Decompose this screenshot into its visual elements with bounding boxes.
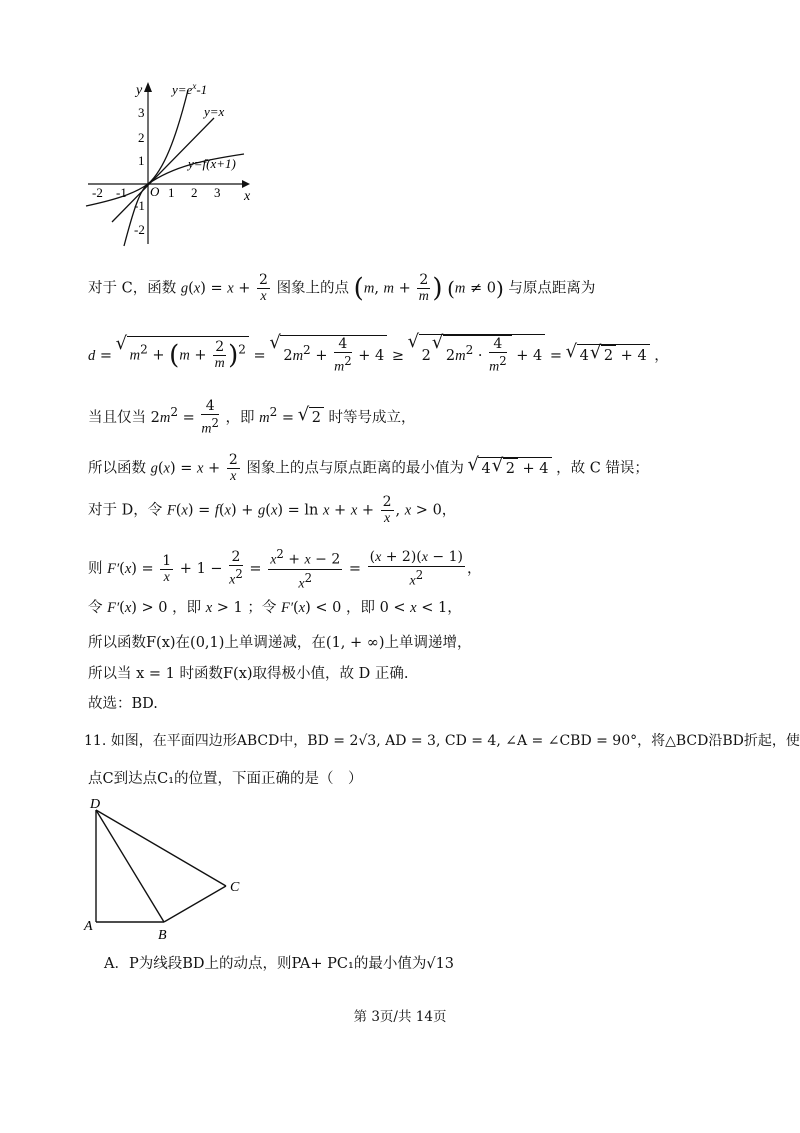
sign-analysis-line: 令 F′(x) > 0 ，即 x > 1 ；令 F′(x) < 0 ，即 0 < x < 1， bbox=[88, 600, 462, 616]
extreme-value-line: 所以当 x = 1 时函数F(x)取得极小值，故 D 正确. bbox=[88, 666, 409, 682]
answer-line: 故选：BD. bbox=[88, 696, 158, 712]
vertex-label-a: A bbox=[84, 919, 93, 934]
c-intro-line: 对于 C，函数 g(x) = x + $\frac{2}{x}$ 图象上的点 (m, m + $\frac{2}{m}$ ) (m ≠ 0) 与原点距离为 bbox=[88, 272, 596, 304]
y-tick-label: 1 bbox=[138, 153, 145, 168]
min-distance-line: 所以函数 g(x) = x + $\frac{2}{x}$ 图象上的点与原点距离的最小值为 √ 4√ 2 + 4 ，故 C 错误； bbox=[88, 452, 649, 485]
derivative-line: 则 F′(x) = $\frac{1}{x}$ + 1 − $\frac{2}{x^2}$ = $\frac{x^2 + x - 2}{x^2}$ = $\frac{(x + 2)(x - 1)}{x^2}$ ， bbox=[88, 547, 482, 592]
x-tick-label: -1 bbox=[116, 185, 127, 200]
page-footer: 第 3页/共 14页 bbox=[353, 1009, 447, 1025]
y-axis-label: y bbox=[136, 83, 143, 98]
y-axis-arrow bbox=[144, 82, 152, 92]
exp-curve-label: $y=e^x-1$ bbox=[172, 81, 208, 97]
x-tick-label: 1 bbox=[168, 185, 175, 200]
edge-dc bbox=[96, 810, 226, 886]
x-tick-label: 3 bbox=[214, 185, 221, 200]
quadrilateral-figure bbox=[80, 796, 260, 942]
question-11-line-1: 11. 如图，在平面四边形ABCD中，BD = 2√3, AD = 3, CD = 4, ∠A = ∠CBD = 90°，将△BCD沿BD折起，使 bbox=[84, 733, 800, 749]
y-tick-label: 2 bbox=[138, 130, 145, 145]
line-label: y=x bbox=[204, 104, 225, 119]
edge-db bbox=[96, 810, 164, 922]
x-axis-arrow bbox=[242, 180, 250, 188]
y-tick-label: 3 bbox=[138, 105, 145, 120]
f-curve-label: y=f(x+1) bbox=[188, 156, 236, 171]
vertex-label-d: D bbox=[90, 797, 101, 812]
distance-formula: d = √ $m^2 + (m$ + $\frac{2}{m}$ )$^2$ = √ $2m^2$ + $\frac{4}{m^2}$ + 4 ≥ √ 2√ $2m^2$ · $\frac{4}{m^2}$ + 4 = √ 4√ 2 + 4 ， bbox=[88, 334, 669, 376]
origin-label: O bbox=[150, 184, 160, 199]
function-graph bbox=[84, 78, 254, 250]
edge-bc bbox=[164, 886, 226, 922]
vertex-label-c: C bbox=[230, 880, 240, 895]
x-tick-label: 2 bbox=[191, 185, 198, 200]
d-intro-line: 对于 D，令 F(x) = f(x) + g(x) = ln x + x + $\frac{2}{x}$ , x > 0， bbox=[88, 494, 457, 526]
y-tick-label: -1 bbox=[134, 198, 145, 213]
y-tick-label: -2 bbox=[134, 222, 145, 237]
vertex-label-b: B bbox=[158, 928, 167, 942]
equality-condition: 当且仅当 $2m^2$ = $\frac{4}{m^2}$ ，即 $m^2$ = √ 2 时等号成立， bbox=[88, 398, 416, 438]
x-tick-label: -2 bbox=[92, 185, 103, 200]
monotonicity-line: 所以函数F(x)在(0,1)上单调递减，在(1, + ∞)上单调递增， bbox=[88, 635, 472, 651]
question-11-line-2: 点C到达点C₁的位置，下面正确的是（ ） bbox=[88, 771, 363, 787]
x-axis-label: x bbox=[244, 189, 251, 204]
option-a: A．P为线段BD上的动点，则PA+ PC₁的最小值为√13 bbox=[104, 956, 455, 972]
